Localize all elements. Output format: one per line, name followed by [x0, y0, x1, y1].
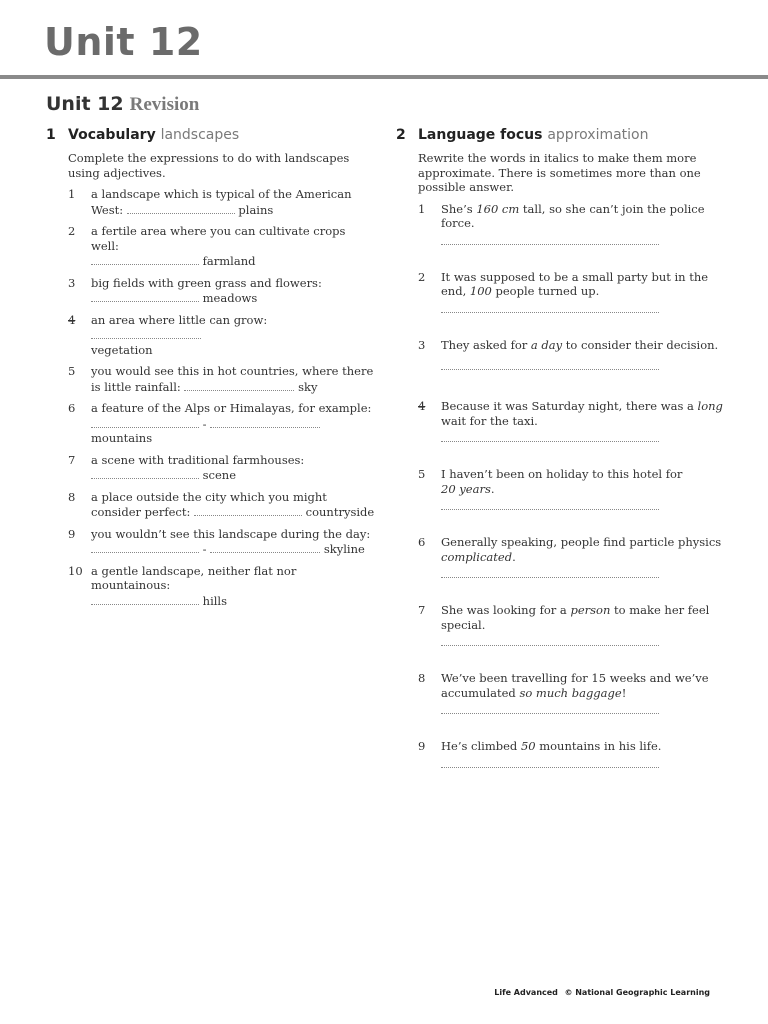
item-number: 8: [418, 671, 426, 685]
item-dash: -: [202, 542, 207, 556]
answer-blank[interactable]: [91, 541, 199, 553]
item-suffix: skyline: [323, 542, 365, 556]
item-answer-line: [91, 504, 376, 520]
item-text: [441, 202, 726, 217]
section-title-main: Vocabulary: [68, 127, 156, 143]
answer-line[interactable]: [441, 508, 659, 510]
item-text-b: accumulated: [441, 685, 520, 700]
item-number: 2: [68, 224, 76, 238]
item-text: [441, 338, 726, 353]
item-number: 9: [418, 739, 426, 753]
item-text-a: She was looking for a: [441, 603, 571, 617]
item-number: 5: [68, 364, 76, 378]
vocab-item: [46, 224, 376, 269]
item-text: [91, 313, 376, 343]
item-text-b: .: [512, 549, 516, 564]
language-item: [396, 399, 726, 458]
language-item: [396, 202, 726, 261]
item-number: 2: [418, 269, 426, 284]
language-item: [396, 535, 726, 594]
footer: [494, 988, 710, 997]
item-suffix: sky: [298, 379, 318, 394]
answer-line[interactable]: [441, 576, 659, 578]
item-number: 5: [418, 467, 426, 481]
item-text-b: tall, so she can’t join the police: [519, 201, 705, 216]
item-suffix: scene: [202, 468, 237, 482]
language-item: [396, 603, 726, 662]
revision-label: Revision: [129, 94, 200, 115]
item-italic: 20 years: [441, 481, 491, 496]
answer-line[interactable]: [441, 368, 659, 370]
item-text: a gentle landscape, neither flat nor mountainous:: [91, 563, 297, 592]
item-answer-line: [91, 290, 376, 306]
revision-title: [46, 93, 199, 116]
answer-row[interactable]: [441, 508, 726, 526]
answer-blank[interactable]: [184, 379, 294, 391]
vocab-item: [46, 187, 376, 217]
item-text-a: He’s climbed: [441, 739, 521, 753]
language-items: [396, 202, 726, 784]
section-title-main: Language focus: [418, 127, 543, 143]
answer-row[interactable]: [441, 576, 726, 594]
vocab-item: [46, 313, 376, 358]
item-text-a: They asked for: [441, 337, 531, 352]
answer-row[interactable]: [441, 644, 726, 662]
item-italic: a day: [530, 337, 563, 352]
answer-line[interactable]: [441, 243, 659, 245]
item-suffix: meadows: [202, 291, 258, 305]
item-answer-line: [91, 202, 376, 218]
item-text-cont: wait for the taxi.: [441, 413, 538, 428]
answer-row[interactable]: [441, 440, 726, 458]
item-text: big fields with green grass and flowers:: [91, 275, 322, 290]
item-italic: long: [697, 399, 723, 413]
language-item: [396, 270, 726, 329]
item-text: a scene with traditional farmhouses:: [91, 452, 305, 467]
answer-row[interactable]: [441, 311, 726, 329]
item-text-cont: is little rainfall:: [91, 379, 181, 394]
item-text-b: .: [490, 481, 495, 496]
item-number: 6: [68, 401, 76, 415]
item-text: It was supposed to be a small party but in the: [441, 269, 709, 284]
item-text-a: She’s: [441, 201, 477, 216]
item-text-c: !: [621, 685, 627, 700]
item-text-b: mountains in his life.: [535, 739, 662, 753]
item-answer-line: [91, 379, 376, 395]
vocab-items: [46, 187, 376, 608]
item-number: 3: [68, 275, 76, 290]
item-number: 10: [68, 563, 83, 578]
item-text-cont: [441, 482, 726, 497]
item-italic: person: [570, 603, 611, 617]
revision-unit: Unit 12: [46, 93, 124, 115]
item-number: 7: [418, 603, 426, 617]
answer-blank[interactable]: [91, 290, 199, 302]
item-number: 4: [68, 312, 76, 327]
item-text-b: to consider their decision.: [562, 337, 719, 352]
item-text: you would see this in hot countries, where there: [91, 364, 374, 378]
section-subtitle: landscapes: [160, 127, 240, 143]
item-text-cont: consider perfect:: [91, 505, 191, 519]
language-item: [396, 739, 726, 784]
item-text: Generally speaking, people find particle physics: [441, 535, 722, 549]
section-title: [418, 127, 649, 143]
answer-row[interactable]: [441, 243, 726, 261]
item-text-a: Because it was Saturday night, there was a: [441, 399, 698, 413]
item-text-cont: [441, 686, 726, 701]
item-text: a feature of the Alps or Himalayas, for example:: [91, 401, 372, 415]
answer-blank[interactable]: [91, 253, 199, 265]
language-item: [396, 338, 726, 391]
vocab-item: [46, 401, 376, 446]
item-number: 3: [418, 337, 426, 352]
answer-line[interactable]: [441, 766, 659, 768]
vocab-item: [46, 490, 376, 520]
item-suffix: vegetation: [91, 342, 153, 357]
item-text: you wouldn’t see this landscape during the day:: [91, 526, 371, 541]
item-text: I haven’t been on holiday to this hotel for: [441, 467, 683, 481]
item-number: 9: [68, 526, 76, 541]
item-italic: 100: [469, 284, 492, 298]
answer-line[interactable]: [441, 440, 659, 442]
unit-title: Unit 12: [44, 20, 203, 64]
item-suffix: farmland: [202, 254, 256, 268]
item-number: 7: [68, 452, 76, 467]
language-item: [396, 671, 726, 730]
section-title: [68, 127, 239, 143]
item-text-main: an area where little can grow:: [91, 312, 268, 327]
section-number: 2: [396, 127, 406, 143]
answer-line[interactable]: [441, 311, 659, 313]
footer-copyright: © National Geographic Learning: [564, 988, 710, 997]
answer-line[interactable]: [441, 644, 659, 646]
item-text-cont: [441, 550, 726, 565]
item-italic: 50: [520, 739, 536, 753]
answer-blank[interactable]: [91, 327, 201, 339]
vocab-item: [46, 364, 376, 394]
item-suffix: plains: [238, 202, 274, 217]
item-dash: -: [202, 416, 207, 431]
vocabulary-section: [46, 127, 376, 608]
item-text: [441, 739, 726, 754]
vocab-item: [46, 276, 376, 306]
item-text-b: end,: [441, 284, 470, 298]
item-answer-line: [91, 467, 376, 483]
answer-blank[interactable]: [91, 467, 199, 479]
item-italic: 160 cm: [476, 201, 520, 216]
answer-row[interactable]: [441, 766, 726, 784]
item-text-b: to make her feel: [610, 603, 710, 617]
item-number: 8: [68, 489, 76, 504]
section-subtitle: approximation: [547, 127, 649, 143]
vocab-item: [46, 527, 376, 557]
answer-blank[interactable]: [91, 593, 199, 605]
vocab-item: [46, 453, 376, 483]
item-italic: so much baggage: [519, 685, 622, 700]
answer-row[interactable]: [441, 712, 726, 730]
item-text: [441, 399, 726, 414]
answer-blank[interactable]: [210, 416, 320, 428]
item-text-c: people turned up.: [491, 284, 600, 298]
answer-blank[interactable]: [194, 504, 302, 516]
item-text: We’ve been travelling for 15 weeks and we’ve: [441, 671, 709, 685]
item-text-cont: West:: [91, 202, 124, 217]
item-number: 1: [418, 201, 426, 216]
answer-blank[interactable]: [210, 541, 320, 553]
footer-brand: Life Advanced: [494, 988, 558, 997]
item-number: 6: [418, 535, 426, 549]
header-rule: [0, 75, 768, 79]
item-text: a landscape which is typical of the American: [91, 187, 352, 201]
vocab-item: [46, 564, 376, 609]
item-suffix: hills: [202, 593, 227, 608]
section-instructions: Rewrite the words in italics to make them more approximate. There is sometimes more than one possible answer.: [418, 151, 701, 194]
item-number: 1: [68, 187, 76, 201]
item-text: [441, 603, 726, 618]
item-suffix: countryside: [305, 505, 375, 519]
item-number: 4: [418, 399, 426, 413]
language-item: [396, 467, 726, 526]
item-text-cont: force.: [441, 216, 475, 230]
item-suffix: mountains: [91, 431, 153, 445]
item-text-cont: special.: [441, 617, 486, 632]
section-heading: [46, 127, 376, 147]
section-instructions: Complete the expressions to do with landscapes using adjectives.: [68, 151, 350, 180]
section-heading: [396, 127, 726, 147]
section-number: 1: [46, 127, 56, 143]
answer-blank[interactable]: [91, 416, 199, 428]
item-text: a fertile area where you can cultivate crops well:: [91, 224, 346, 253]
item-italic: complicated: [441, 549, 513, 564]
item-answer-line: [91, 253, 376, 269]
answer-line[interactable]: [441, 712, 659, 714]
answer-row[interactable]: [441, 368, 726, 390]
item-text: a place outside the city which you might: [91, 489, 327, 504]
answer-blank[interactable]: [127, 202, 235, 214]
item-answer-line: [91, 541, 376, 557]
item-answer-line: [91, 416, 376, 432]
language-focus-section: [396, 127, 726, 784]
item-answer-line: [91, 593, 376, 609]
item-text-cont: [441, 284, 726, 299]
